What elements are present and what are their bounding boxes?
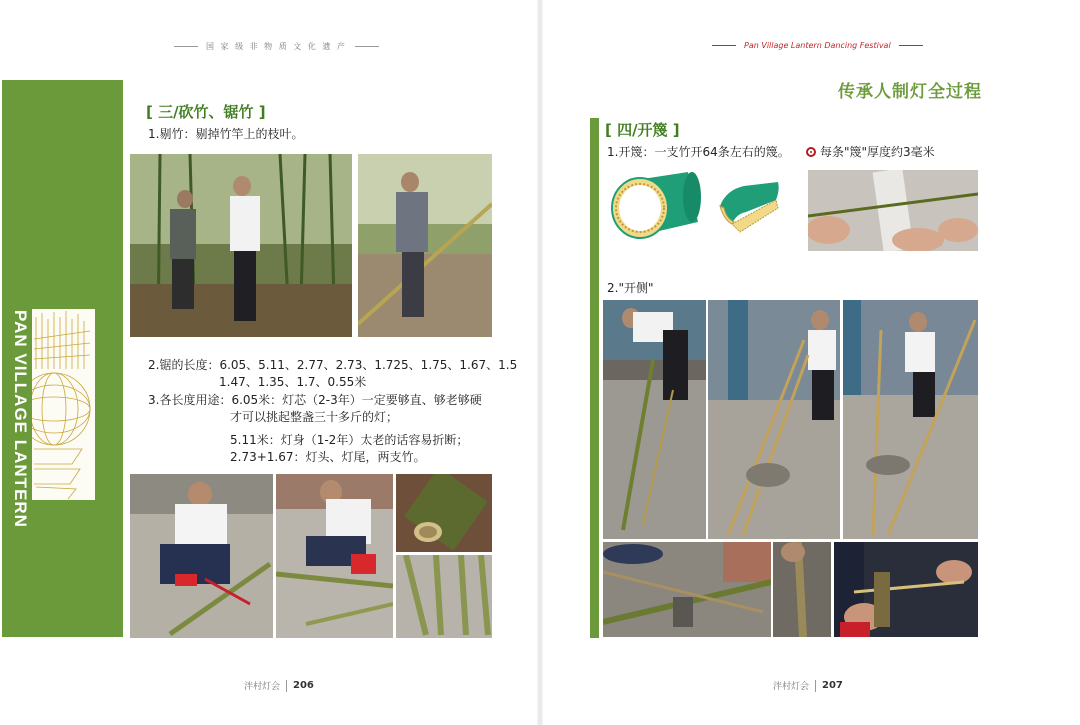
photo-two-men-in-bamboo-grove: [130, 154, 352, 337]
step-2-splitting-text: 2."开侧": [607, 281, 654, 295]
photo-splitting-with-blade: [603, 542, 771, 637]
lantern-logo: [32, 309, 95, 500]
right-running-head: [712, 41, 923, 50]
chapter-title: 传承人制灯全过程: [838, 82, 982, 102]
step-1-splitting-text: 1.开篾：一支竹开64条左右的篾。: [607, 145, 790, 159]
step-3-line-3: 5.11米：灯身（1-2年）太老的话容易折断；: [230, 433, 469, 447]
photo-man-sawing-bamboo-1: [130, 474, 273, 638]
left-footer: [244, 679, 314, 692]
step-3-line-2: 才可以挑起整盏三十多斤的灯；: [230, 410, 399, 424]
thickness-note: [806, 143, 935, 161]
left-running-head-text: 国 家 级 非 物 质 文 化 遗 产: [206, 42, 347, 51]
book-gutter: [537, 0, 543, 725]
photo-man-holding-bamboo: [358, 154, 492, 337]
section-title-splitting: [ 四/开篾 ]: [605, 121, 680, 139]
left-page-number: 206: [293, 680, 314, 691]
step-2-line-1: 2.锯的长度：6.05、5.11、2.77、2.73、1.725、1.75、1.67、1.5: [148, 358, 518, 372]
thickness-note-text: 每条"篾"厚度约3毫米: [820, 145, 935, 159]
step-3-line-1: 3.各长度用途：6.05米：灯芯（2-3年）一定要够直、够老够硬: [148, 393, 482, 407]
photo-bamboo-cross-section: [396, 474, 492, 552]
photo-hands-splitting-strips: [834, 542, 978, 637]
left-running-head: [174, 41, 379, 52]
right-footer-label: 泮村灯会: [773, 682, 810, 692]
left-footer-label: 泮村灯会: [244, 682, 281, 692]
step-3-line-4: 2.73+1.67：灯头、灯尾，两支竹。: [230, 450, 426, 464]
right-running-head-text: Pan Village Lantern Dancing Festival: [744, 41, 891, 50]
photo-man-holding-split-pole: [708, 300, 840, 539]
section-title-cutting: [ 三/砍竹、锯竹 ]: [146, 103, 266, 121]
photo-man-bending-pole: [603, 300, 706, 539]
photo-pole-close-up: [773, 542, 831, 637]
green-sidebar: [2, 80, 123, 637]
bullet-target-icon: [806, 147, 816, 157]
bamboo-tube-diagram: [608, 168, 706, 248]
right-footer: [773, 679, 843, 692]
photo-cut-bamboo-poles: [396, 555, 492, 638]
sidebar-vertical-title: PAN VILLAGE LANTERN: [11, 310, 30, 528]
step-2-line-2: 1.47、1.35、1.7、0.55米: [219, 375, 367, 389]
step-1-text: 1.剔竹：剔掉竹竿上的枝叶。: [148, 127, 304, 141]
photo-man-sawing-bamboo-2: [276, 474, 393, 638]
photo-man-spreading-split-pole: [843, 300, 978, 539]
bamboo-strip-diagram: [716, 180, 784, 238]
right-footer-separator: [815, 680, 816, 692]
green-strip-right: [590, 118, 599, 638]
photo-measuring-strip-thickness: [808, 170, 978, 251]
left-footer-separator: [286, 680, 287, 692]
right-page-number: 207: [822, 680, 843, 691]
